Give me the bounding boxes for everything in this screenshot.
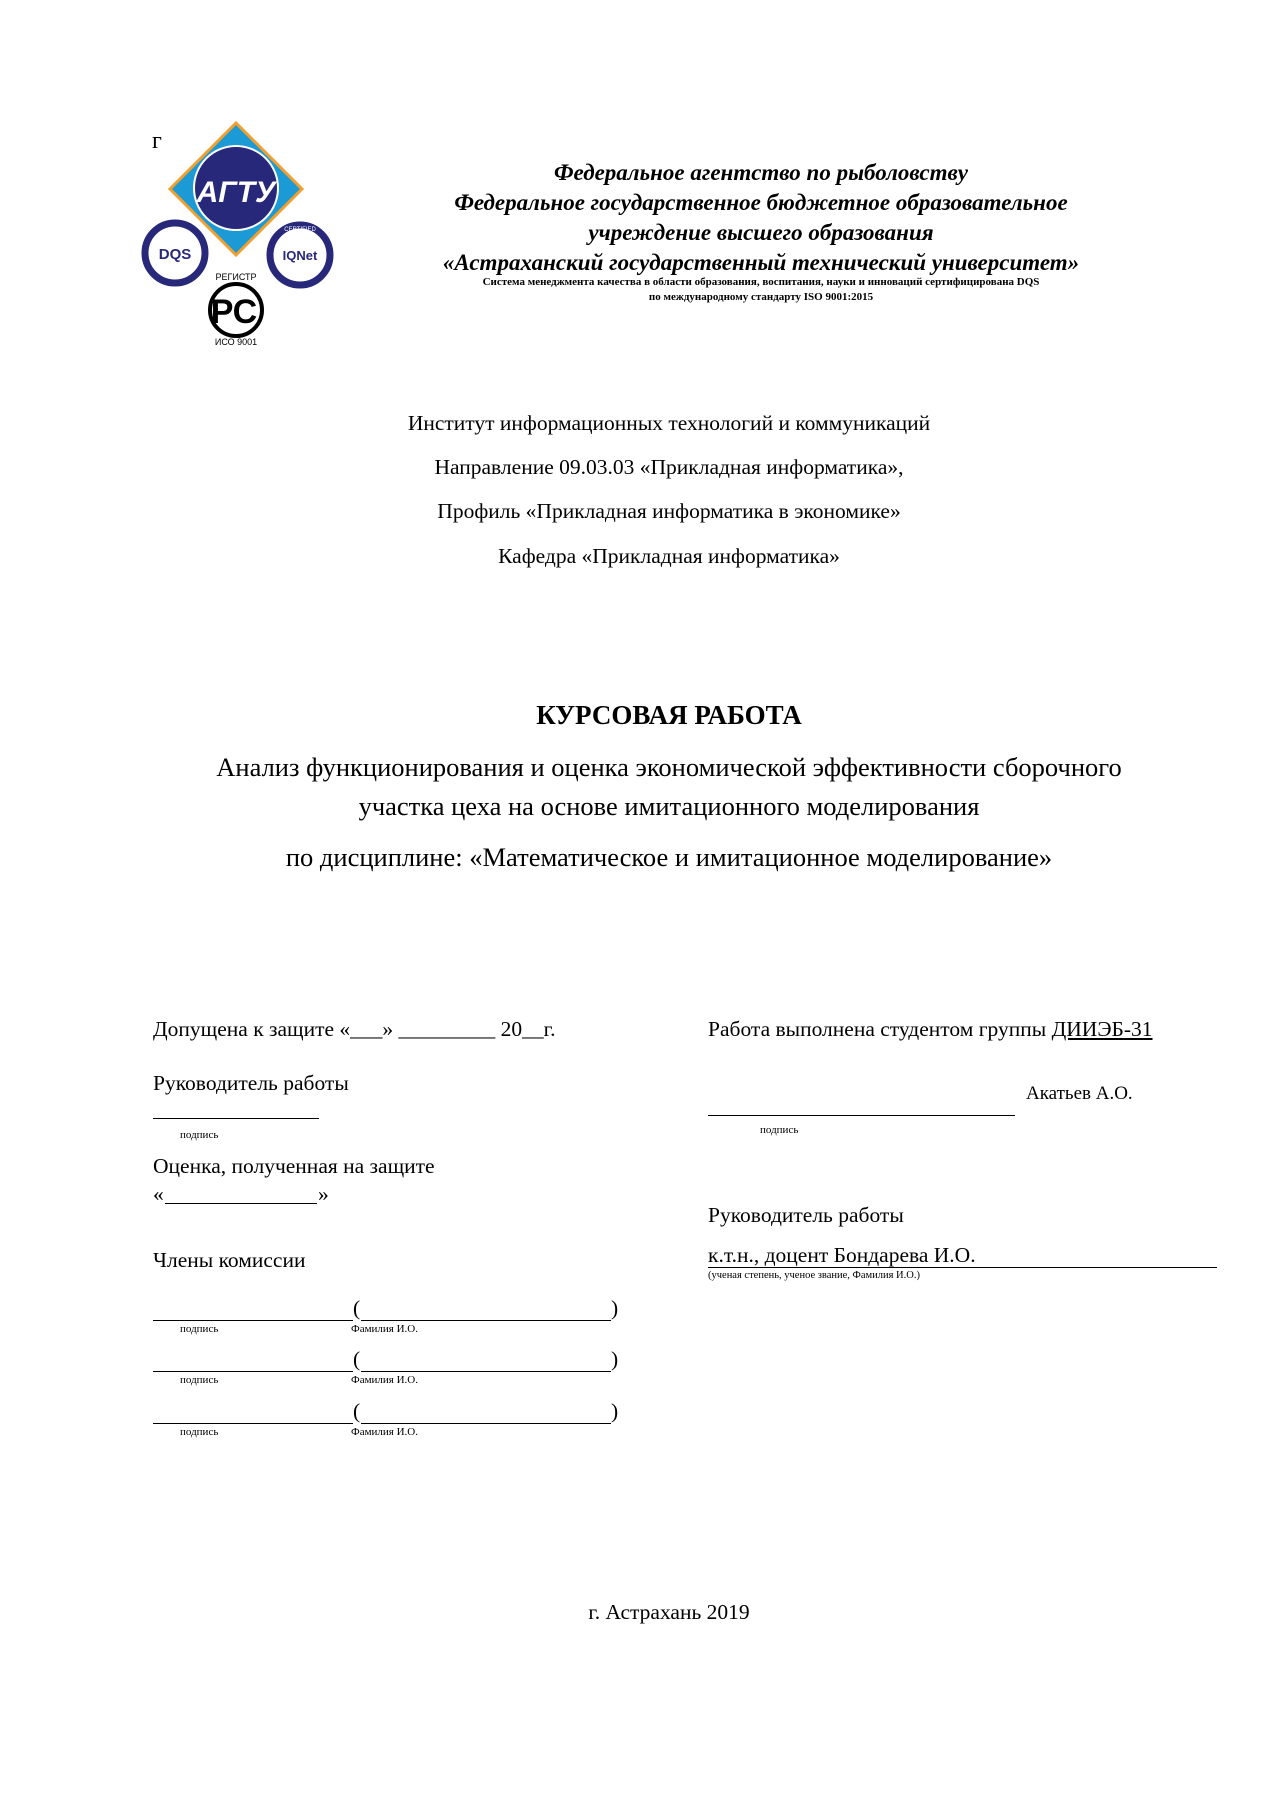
- paren-close: ): [611, 1347, 619, 1371]
- header-line-2: Федеральное государственное бюджетное образовательное: [454, 190, 1068, 215]
- svg-text:РС: РС: [210, 293, 258, 331]
- svg-text:CERTIFIED: CERTIFIED: [284, 227, 316, 233]
- grade-line: [165, 1203, 317, 1204]
- name-caption: Фамилия И.О.: [351, 1426, 418, 1438]
- paren-close: ): [611, 1399, 619, 1423]
- supervisor-label-left: Руководитель работы: [153, 1071, 349, 1095]
- signature-caption: подпись: [180, 1129, 219, 1141]
- supervisor-name-line: [708, 1267, 1217, 1268]
- name-caption: Фамилия И.О.: [351, 1374, 418, 1386]
- grade-open-quote: «: [153, 1182, 164, 1206]
- admitted-to-defense: Допущена к защите «___» _________ 20__г.: [153, 1017, 556, 1041]
- svg-text:РЕГИСТР: РЕГИСТР: [215, 272, 257, 282]
- signature-caption: подпись: [180, 1323, 219, 1335]
- work-type: КУРСОВАЯ РАБОТА: [536, 700, 802, 730]
- header-line-1: Федеральное агентство по рыболовству: [554, 160, 968, 185]
- member-signature-line: [153, 1423, 353, 1424]
- svg-text:IQNet: IQNet: [282, 248, 318, 263]
- member-signature-line: [153, 1320, 353, 1321]
- university-logo: [130, 120, 345, 348]
- department: Кафедра «Прикладная информатика»: [498, 544, 840, 568]
- name-caption: Фамилия И.О.: [351, 1323, 418, 1335]
- commission-label: Члены комиссии: [153, 1248, 306, 1272]
- discipline: по дисциплине: «Математическое и имитационное моделирование»: [285, 842, 1053, 872]
- paren-open: (: [353, 1347, 361, 1371]
- stray-letter: г: [152, 128, 162, 154]
- member-name-line: [361, 1320, 611, 1321]
- paren-open: (: [353, 1399, 361, 1423]
- member-signature-line: [153, 1371, 353, 1372]
- work-title-line-1: Анализ функционирования и оценка экономической эффективности сборочного: [216, 752, 1122, 782]
- institute-name: Институт информационных технологий и коммуникаций: [407, 411, 931, 435]
- header-line-4: «Астраханский государственный технический университет»: [442, 250, 1080, 275]
- signature-caption: подпись: [180, 1426, 219, 1438]
- done-by-label: Работа выполнена студентом группы: [708, 1017, 1052, 1041]
- certification-line-2: по международному стандарту ISO 9001:2015: [648, 291, 874, 303]
- paren-close: ): [611, 1296, 619, 1320]
- work-title-line-2: участка цеха на основе имитационного моделирования: [358, 791, 980, 821]
- student-name: Акатьев А.О.: [1026, 1083, 1133, 1104]
- member-name-line: [361, 1423, 611, 1424]
- certification-line-1: Система менеджмента качества в области образования, воспитания, науки и инноваций сертифицирована DQS: [482, 276, 1040, 288]
- done-by-student: [708, 1017, 1153, 1042]
- svg-text:АГТУ: АГТУ: [196, 176, 276, 209]
- svg-text:DQS: DQS: [158, 246, 192, 263]
- member-name-line: [361, 1371, 611, 1372]
- group-number: ДИИЭБ-31: [1051, 1017, 1153, 1041]
- svg-text:ИСО 9001: ИСО 9001: [214, 337, 258, 347]
- paren-open: (: [353, 1296, 361, 1320]
- header-line-3: учреждение высшего образования: [588, 220, 934, 245]
- supervisor-label-right: Руководитель работы: [708, 1203, 904, 1227]
- signature-caption: подпись: [760, 1124, 799, 1136]
- direction: Направление 09.03.03 «Прикладная информатика»,: [434, 455, 904, 479]
- signature-caption: подпись: [180, 1374, 219, 1386]
- grade-close-quote: »: [318, 1182, 329, 1206]
- city-year: г. Астрахань 2019: [588, 1600, 750, 1624]
- grade-label: Оценка, полученная на защите: [153, 1154, 435, 1178]
- profile: Профиль «Прикладная информатика в экономике»: [437, 499, 901, 523]
- supervisor-name: к.т.н., доцент Бондарева И.О.: [708, 1243, 976, 1267]
- student-signature-line: [708, 1115, 1015, 1116]
- supervisor-caption: (ученая степень, ученое звание, Фамилия И.О.): [708, 1270, 920, 1281]
- supervisor-signature-line: [153, 1118, 319, 1119]
